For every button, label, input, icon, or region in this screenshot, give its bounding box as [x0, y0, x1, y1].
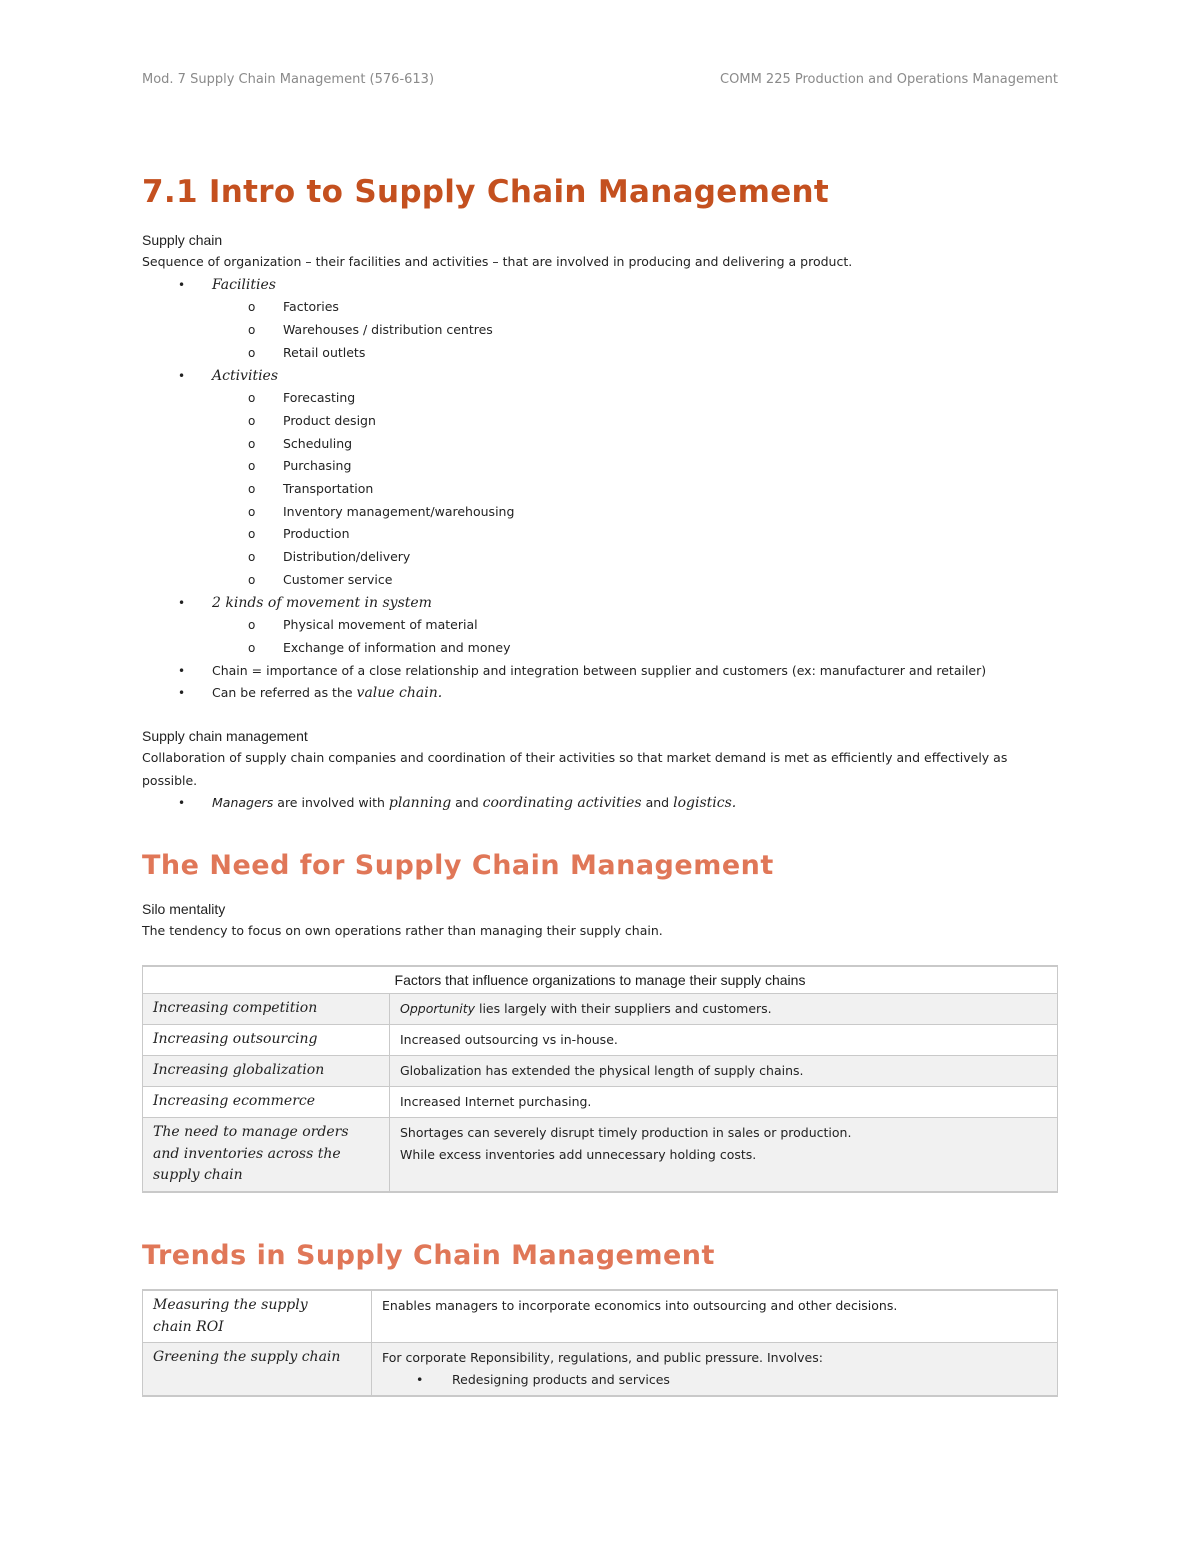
circle-bullet-icon: o: [248, 345, 256, 360]
list-item-movement: • 2 kinds of movement in system: [142, 592, 1058, 615]
description-cell: For corporate Reponsibility, regulations, and public pressure. Involves: • Redesigning products and services: [372, 1343, 1058, 1397]
list-item: o Product design: [142, 410, 1058, 433]
bullet-icon: •: [178, 595, 186, 610]
header-left: Mod. 7 Supply Chain Management (576-613): [142, 72, 435, 87]
term-silo: Silo mentality: [142, 901, 226, 917]
circle-bullet-icon: o: [248, 618, 256, 633]
silo-section: [142, 898, 1058, 943]
table-row: [143, 1056, 1058, 1087]
list-item: o Purchasing: [142, 455, 1058, 478]
circle-bullet-icon: o: [248, 640, 256, 655]
factor-cell: Increasing outsourcing: [143, 1025, 390, 1056]
header-right: COMM 225 Production and Operations Management: [720, 72, 1058, 87]
circle-bullet-icon: o: [248, 550, 256, 565]
list-item-chain-note: • Chain = importance of a close relationship and integration between supplier and customers (ex: manufacturer and retailer): [142, 660, 1058, 683]
bullet-icon: •: [178, 796, 186, 811]
list-item: o Retail outlets: [142, 342, 1058, 365]
description-cell: Opportunity lies largely with their suppliers and customers.: [390, 994, 1058, 1025]
bullet-icon: •: [416, 1372, 424, 1387]
list-item-facilities: • Facilities: [142, 274, 1058, 297]
supply-chain-section: [142, 229, 1058, 705]
description-cell: Increased Internet purchasing.: [390, 1087, 1058, 1118]
trend-cell: Measuring the supply chain ROI: [143, 1290, 372, 1343]
description-cell: Globalization has extended the physical length of supply chains.: [390, 1056, 1058, 1087]
table-title: Factors that influence organizations to manage their supply chains: [143, 966, 1058, 994]
bullet-icon: •: [178, 686, 186, 701]
list-item: o Factories: [142, 296, 1058, 319]
circle-bullet-icon: o: [248, 391, 256, 406]
factor-cell: The need to manage orders and inventories across the supply chain: [143, 1118, 390, 1192]
page-title: 7.1 Intro to Supply Chain Management: [142, 174, 830, 210]
table-row: [143, 1087, 1058, 1118]
section-heading-need: The Need for Supply Chain Management: [142, 850, 774, 881]
factor-cell: Increasing globalization: [143, 1056, 390, 1087]
factor-cell: Increasing competition: [143, 994, 390, 1025]
list-item: o Warehouses / distribution centres: [142, 319, 1058, 342]
list-item: o Transportation: [142, 478, 1058, 501]
term-scm: Supply chain management: [142, 728, 308, 744]
list-item: o Customer service: [142, 569, 1058, 592]
circle-bullet-icon: o: [248, 300, 256, 315]
description-cell: Enables managers to incorporate economics into outsourcing and other decisions.: [372, 1290, 1058, 1343]
description-cell: Increased outsourcing vs in-house.: [390, 1025, 1058, 1056]
table-row: [143, 1118, 1058, 1192]
trends-table-wrap: [142, 1289, 1058, 1397]
circle-bullet-icon: o: [248, 572, 256, 587]
circle-bullet-icon: o: [248, 413, 256, 428]
circle-bullet-icon: o: [248, 527, 256, 542]
term-supply-chain: Supply chain: [142, 232, 223, 248]
list-item: o Physical movement of material: [142, 614, 1058, 637]
table-row: [143, 1290, 1058, 1343]
table-row: [143, 1343, 1058, 1397]
trend-cell: Greening the supply chain: [143, 1343, 372, 1397]
bullet-icon: •: [178, 663, 186, 678]
circle-bullet-icon: o: [248, 436, 256, 451]
table-row: [143, 994, 1058, 1025]
list-item: o Scheduling: [142, 433, 1058, 456]
scm-list: [142, 792, 1058, 815]
list-item: o Production: [142, 523, 1058, 546]
bullet-icon: •: [178, 368, 186, 383]
definition-silo: The tendency to focus on own operations rather than managing their supply chain.: [142, 923, 663, 938]
list-item-activities: • Activities: [142, 365, 1058, 388]
bullet-icon: •: [178, 277, 186, 292]
definition-scm: Collaboration of supply chain companies and coordination of their activities so that market demand is met as efficiently and effectively as possible.: [142, 750, 1008, 788]
scm-section: [142, 725, 1058, 815]
trends-table: [142, 1289, 1058, 1397]
factors-table-wrap: [142, 965, 1058, 1193]
circle-bullet-icon: o: [248, 482, 256, 497]
section-heading-trends: Trends in Supply Chain Management: [142, 1240, 715, 1271]
trends-section: [142, 1240, 1058, 1271]
need-section: [142, 850, 1058, 881]
circle-bullet-icon: o: [248, 504, 256, 519]
factors-table: [142, 965, 1058, 1193]
table-row: [143, 1025, 1058, 1056]
circle-bullet-icon: o: [248, 459, 256, 474]
supply-chain-list: [142, 274, 1058, 705]
list-item-managers: • Managers are involved with planning and coordinating activities and logistics.: [142, 792, 1058, 815]
list-item: • Redesigning products and services: [382, 1369, 1047, 1391]
list-item: o Distribution/delivery: [142, 546, 1058, 569]
page-header: [142, 72, 1058, 87]
list-item: o Inventory management/warehousing: [142, 501, 1058, 524]
list-item: o Forecasting: [142, 387, 1058, 410]
description-cell: Shortages can severely disrupt timely production in sales or production. While excess inventories add unnecessary holding costs.: [390, 1118, 1058, 1192]
circle-bullet-icon: o: [248, 323, 256, 338]
factor-cell: Increasing ecommerce: [143, 1087, 390, 1118]
definition-supply-chain: Sequence of organization – their facilities and activities – that are involved in producing and delivering a product.: [142, 254, 853, 269]
list-item-value-chain: • Can be referred as the value chain.: [142, 682, 1058, 705]
list-item: o Exchange of information and money: [142, 637, 1058, 660]
